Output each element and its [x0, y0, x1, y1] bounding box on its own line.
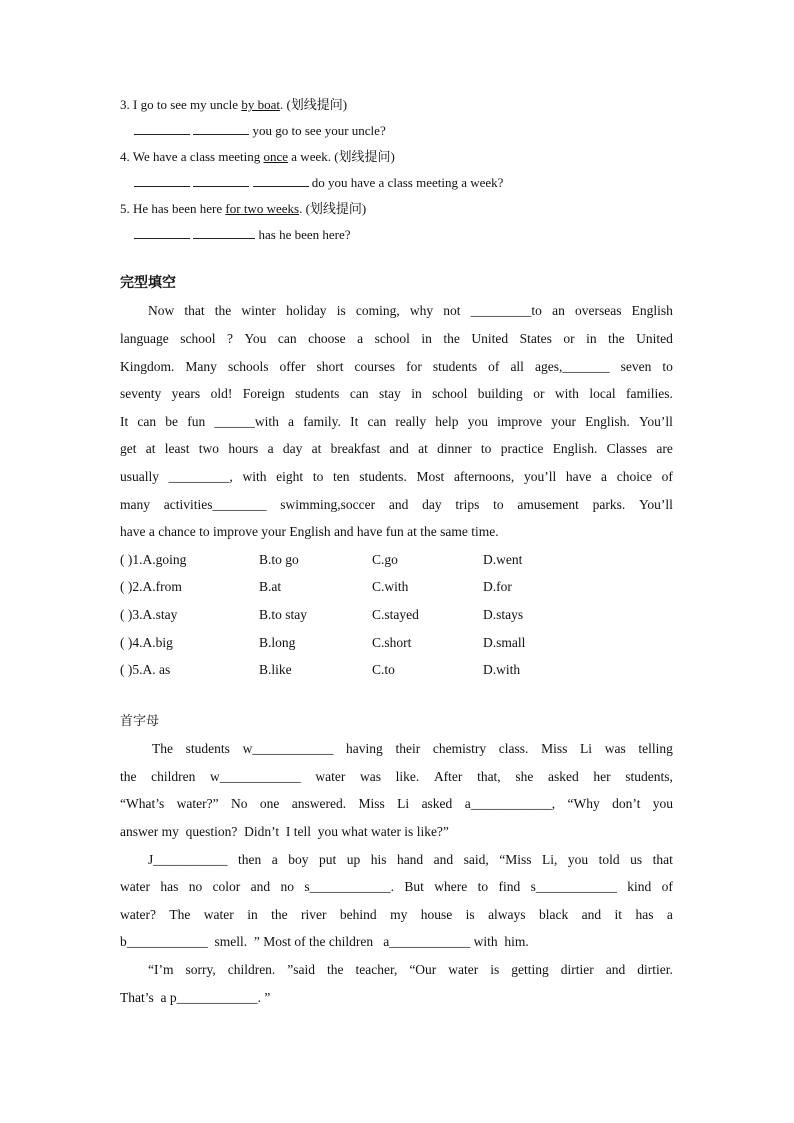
- initials-word: a: [271, 852, 278, 867]
- option-c[interactable]: C.short: [372, 635, 412, 650]
- initials-word: black: [538, 907, 569, 922]
- cloze-word: You: [244, 331, 267, 346]
- initials-word: to: [477, 879, 489, 894]
- initials-word: “Miss: [499, 852, 532, 867]
- initials-word: w____________: [242, 741, 334, 756]
- cloze-word: Kingdom.: [120, 359, 175, 374]
- initials-word: color: [212, 879, 241, 894]
- initials-line: [152, 741, 673, 757]
- initials-line: [120, 824, 449, 840]
- cloze-word: have: [565, 469, 592, 484]
- initials-word: children: [151, 769, 196, 784]
- cloze-word: usually: [120, 469, 159, 484]
- cloze-word: old!: [210, 386, 233, 401]
- initials-word: Miss: [541, 741, 568, 756]
- initials-word: us: [630, 852, 643, 867]
- cloze-word: coming,: [355, 303, 400, 318]
- cloze-line: [120, 331, 673, 347]
- initials-word: Li,: [542, 852, 558, 867]
- cloze-word: your: [551, 414, 576, 429]
- cloze-word: English.: [585, 414, 630, 429]
- option-c[interactable]: C.stayed: [372, 607, 419, 622]
- cloze-word: to: [662, 359, 673, 374]
- initials-word: After: [433, 769, 463, 784]
- cloze-word: dinner: [437, 441, 472, 456]
- cloze-word: help: [435, 414, 459, 429]
- cloze-word: holiday: [286, 303, 327, 318]
- answer-blank[interactable]: [193, 227, 255, 239]
- initials-word: she: [515, 769, 534, 784]
- question-4-text: 4. We have a class meeting: [120, 149, 264, 164]
- cloze-word: choose: [308, 331, 346, 346]
- initials-word: Li: [397, 796, 410, 811]
- option-b[interactable]: B.long: [259, 635, 296, 650]
- cloze-word: _________,: [168, 469, 233, 484]
- cloze-word: practice: [500, 441, 544, 456]
- cloze-word: all: [510, 359, 524, 374]
- cloze-word: afternoons,: [453, 469, 515, 484]
- cloze-word: in: [411, 386, 422, 401]
- question-5-underlined: for two weeks: [225, 201, 300, 216]
- option-d[interactable]: D.with: [483, 662, 521, 677]
- cloze-word: seven: [620, 359, 652, 374]
- initials-word: The: [169, 907, 191, 922]
- cloze-word: students.: [359, 469, 407, 484]
- initials-word: her: [593, 769, 611, 784]
- cloze-word: ?: [226, 331, 233, 346]
- cloze-word: can: [349, 386, 369, 401]
- option-b[interactable]: B.to stay: [259, 607, 308, 622]
- cloze-word: at: [418, 441, 428, 456]
- question-4-underlined: once: [263, 149, 289, 164]
- cloze-word: It: [350, 414, 359, 429]
- cloze-word: least: [164, 441, 190, 456]
- cloze-title: 完型填空: [120, 276, 176, 291]
- initials-word: w____________: [210, 769, 301, 784]
- initials-word: But: [404, 879, 424, 894]
- initials-word: Miss: [358, 796, 385, 811]
- cloze-word: overseas: [574, 303, 622, 318]
- cloze-word: Now: [148, 303, 175, 318]
- initials-word: and: [433, 852, 454, 867]
- question-5: [120, 201, 366, 217]
- initials-word: said,: [463, 852, 489, 867]
- cloze-line: [148, 303, 673, 319]
- initials-word: was: [360, 769, 382, 784]
- cloze-last-line: have a chance to improve your English and have fun at the same time.: [120, 524, 499, 539]
- initials-word: chemistry: [432, 741, 487, 756]
- initials-word: ”said: [287, 962, 316, 977]
- option-row: [120, 635, 620, 651]
- cloze-word: local: [589, 386, 616, 401]
- cloze-word: the: [214, 303, 232, 318]
- cloze-word: English.: [552, 441, 598, 456]
- cloze-word: eight: [276, 469, 304, 484]
- answer-blank[interactable]: [193, 123, 249, 135]
- cloze-line: [120, 497, 673, 513]
- cloze-word: you: [467, 414, 488, 429]
- initials-word: dirtier: [560, 962, 594, 977]
- cloze-word: to: [312, 469, 324, 484]
- cloze-word: ______with: [214, 414, 279, 429]
- answer-4: [134, 175, 503, 191]
- initials-word: you: [652, 796, 673, 811]
- cloze-word: stay: [379, 386, 401, 401]
- answer-5: [134, 227, 351, 243]
- cloze-word: schools: [227, 359, 269, 374]
- initials-word: a____________,: [464, 796, 556, 811]
- initials-word: put: [318, 852, 337, 867]
- answer-blank[interactable]: [193, 175, 249, 187]
- option-row: [120, 552, 620, 568]
- cloze-word: of: [488, 359, 500, 374]
- cloze-word: the: [443, 331, 460, 346]
- initials-word: their: [395, 741, 421, 756]
- initials-word: dirtier.: [637, 962, 673, 977]
- cloze-word: an: [552, 303, 565, 318]
- cloze-word: in: [421, 331, 432, 346]
- cloze-word: be: [165, 414, 179, 429]
- option-b[interactable]: B.to go: [259, 552, 299, 567]
- cloze-word: not: [443, 303, 461, 318]
- option-d[interactable]: D.for: [483, 579, 512, 594]
- answer-blank[interactable]: [134, 175, 190, 187]
- initials-word: don’t: [612, 796, 641, 811]
- cloze-word: amusement: [517, 497, 579, 512]
- initials-word: having: [346, 741, 383, 756]
- initials-word: kind: [627, 879, 652, 894]
- initials-word: telling: [638, 741, 673, 756]
- initials-line: [148, 962, 673, 978]
- cloze-word: family.: [303, 414, 341, 429]
- cloze-word: can: [367, 414, 387, 429]
- cloze-word: parks.: [592, 497, 626, 512]
- cloze-word: Classes: [606, 441, 648, 456]
- cloze-word: school: [180, 331, 216, 346]
- cloze-line: [120, 441, 673, 457]
- initials-word: behind: [339, 907, 377, 922]
- initials-line: [148, 852, 673, 868]
- question-3-text: 3. I go to see my uncle: [120, 97, 242, 112]
- cloze-word: English: [631, 303, 673, 318]
- cloze-word: at: [311, 441, 322, 456]
- cloze-word: for: [406, 359, 422, 374]
- initials-word: that,: [477, 769, 501, 784]
- question-3: [120, 97, 347, 113]
- initials-word: and: [250, 879, 271, 894]
- initials-word: s____________: [530, 879, 617, 894]
- cloze-word: can: [137, 414, 157, 429]
- option-row: [120, 579, 620, 595]
- initials-word: sorry,: [185, 962, 216, 977]
- cloze-word: breakfast: [330, 441, 381, 456]
- initials-word: the: [327, 962, 344, 977]
- initials-word: answered.: [291, 796, 347, 811]
- option-a[interactable]: ( )2.A.from: [120, 579, 182, 594]
- cloze-word: hours: [228, 441, 259, 456]
- cloze-word: trips: [455, 497, 480, 512]
- cloze-word: language: [120, 331, 169, 346]
- cloze-word: really: [395, 414, 427, 429]
- initials-word: children.: [227, 962, 276, 977]
- option-d[interactable]: D.stays: [483, 607, 524, 622]
- cloze-word: can: [277, 331, 297, 346]
- initials-word: is: [490, 962, 500, 977]
- initials-word: where: [434, 879, 468, 894]
- cloze-word: day: [422, 497, 442, 512]
- initials-word: has: [635, 907, 654, 922]
- cloze-line: [120, 359, 673, 375]
- cloze-word: and: [389, 441, 409, 456]
- cloze-line: [120, 469, 673, 485]
- initials-word: and: [605, 962, 626, 977]
- cloze-word: the: [608, 331, 625, 346]
- initials-word: “I’m: [148, 962, 174, 977]
- option-b[interactable]: B.like: [259, 662, 292, 677]
- initials-word: The: [152, 741, 173, 756]
- initials-word: my: [390, 907, 408, 922]
- initials-word: students,: [625, 769, 673, 784]
- cloze-word: Foreign: [242, 386, 285, 401]
- cloze-word: that: [184, 303, 205, 318]
- initials-line: [120, 796, 673, 812]
- option-row: [120, 607, 620, 623]
- initials-title: 首字母: [120, 713, 160, 728]
- initials-word: his: [370, 852, 387, 867]
- initials-word: water: [315, 769, 346, 784]
- question-3-instruction: . (划线提问): [279, 97, 348, 112]
- answer-blank[interactable]: [134, 227, 190, 239]
- initials-word: like.: [395, 769, 420, 784]
- initials-word: boy: [288, 852, 309, 867]
- initials-word: it: [614, 907, 623, 922]
- option-d[interactable]: D.went: [483, 552, 523, 567]
- cloze-word: _________to: [470, 303, 542, 318]
- cloze-word: with: [554, 386, 579, 401]
- cloze-word: why: [409, 303, 434, 318]
- cloze-word: or: [533, 386, 545, 401]
- initials-line: [120, 907, 673, 923]
- initials-word: water: [203, 907, 234, 922]
- initials-word: and: [581, 907, 602, 922]
- initials-word: students: [185, 741, 230, 756]
- question-5-instruction: . (划线提问): [299, 201, 367, 216]
- cloze-word: years: [171, 386, 201, 401]
- option-row: [120, 662, 620, 678]
- question-5-text: 5. He has been here: [120, 201, 226, 216]
- answer-blank[interactable]: [253, 175, 309, 187]
- cloze-word: Many: [185, 359, 217, 374]
- cloze-word: of: [661, 469, 673, 484]
- initials-word: teacher,: [355, 962, 398, 977]
- initials-word: a: [666, 907, 673, 922]
- cloze-word: activities________: [163, 497, 267, 512]
- initials-word: up: [346, 852, 361, 867]
- initials-word: no: [188, 879, 203, 894]
- cloze-word: students: [295, 386, 340, 401]
- initials-word: is: [465, 907, 475, 922]
- initials-word: “What’s: [120, 796, 165, 811]
- answer-4-tail: do you have a class meeting a week?: [308, 175, 504, 190]
- option-c[interactable]: C.go: [372, 552, 398, 567]
- initials-word: s____________.: [304, 879, 395, 894]
- cloze-word: school: [432, 386, 468, 401]
- cloze-word: courses: [354, 359, 396, 374]
- initials-word: No: [230, 796, 248, 811]
- cloze-word: a: [601, 469, 608, 484]
- initials-word: you: [567, 852, 589, 867]
- initials-word: the: [271, 907, 288, 922]
- cloze-word: or: [563, 331, 575, 346]
- cloze-word: ages,_______: [534, 359, 610, 374]
- initials-word: water: [448, 962, 479, 977]
- cloze-word: offer: [279, 359, 306, 374]
- initials-word: asked: [547, 769, 579, 784]
- initials-word: river: [301, 907, 327, 922]
- cloze-word: in: [586, 331, 597, 346]
- option-b[interactable]: B.at: [259, 579, 282, 594]
- cloze-word: a: [288, 414, 295, 429]
- initials-word: class.: [498, 741, 529, 756]
- answer-3-tail: you go to see your uncle?: [249, 123, 386, 138]
- cloze-word: swimming,soccer: [280, 497, 376, 512]
- cloze-word: choice: [616, 469, 652, 484]
- initials-line: [120, 934, 529, 950]
- cloze-word: ten: [333, 469, 350, 484]
- initials-word: find: [498, 879, 521, 894]
- initials-word: that: [652, 852, 673, 867]
- initials-line: [120, 879, 673, 895]
- cloze-word: You’ll: [638, 497, 673, 512]
- cloze-word: a: [357, 331, 364, 346]
- cloze-word: Most: [416, 469, 445, 484]
- cloze-word: families.: [626, 386, 673, 401]
- cloze-word: You’ll: [638, 414, 673, 429]
- option-a[interactable]: ( )5.A. as: [120, 662, 171, 677]
- answer-5-tail: has he been here?: [255, 227, 351, 242]
- cloze-word: a: [267, 441, 274, 456]
- initials-word: was: [604, 741, 626, 756]
- initials-word: hand: [396, 852, 424, 867]
- cloze-word: to: [493, 497, 504, 512]
- initials-word: of: [661, 879, 673, 894]
- initials-word: then: [238, 852, 262, 867]
- cloze-word: day: [282, 441, 303, 456]
- initials-word: always: [488, 907, 526, 922]
- initials-word: b____________ smell. ” Most of the children a____________ with him.: [120, 934, 529, 949]
- cloze-word: United: [471, 331, 509, 346]
- initials-word: water?: [120, 907, 156, 922]
- cloze-word: two: [198, 441, 220, 456]
- initials-word: That’s a p____________. ”: [120, 990, 271, 1005]
- initials-word: water?”: [176, 796, 219, 811]
- initials-word: getting: [511, 962, 549, 977]
- initials-word: no: [280, 879, 295, 894]
- answer-blank[interactable]: [134, 123, 190, 135]
- cloze-word: many: [120, 497, 150, 512]
- cloze-word: is: [336, 303, 346, 318]
- option-a[interactable]: ( )4.A.big: [120, 635, 173, 650]
- cloze-line: [120, 386, 673, 402]
- option-d[interactable]: D.small: [483, 635, 526, 650]
- cloze-word: at: [145, 441, 156, 456]
- initials-word: “Why: [567, 796, 600, 811]
- cloze-word: seventy: [120, 386, 162, 401]
- initials-line: [120, 990, 270, 1006]
- cloze-word: fun: [187, 414, 206, 429]
- cloze-word: get: [120, 441, 137, 456]
- initials-word: one: [259, 796, 280, 811]
- initials-word: in: [247, 907, 258, 922]
- cloze-word: you’ll: [523, 469, 557, 484]
- initials-word: Li: [580, 741, 593, 756]
- option-c[interactable]: C.to: [372, 662, 395, 677]
- cloze-word: with: [242, 469, 267, 484]
- cloze-word: It: [120, 414, 129, 429]
- cloze-word: winter: [241, 303, 276, 318]
- cloze-word: States: [519, 331, 552, 346]
- cloze-word: to: [480, 441, 492, 456]
- initials-word: asked: [421, 796, 453, 811]
- cloze-word: and: [388, 497, 409, 512]
- cloze-word: students: [432, 359, 478, 374]
- initials-word: water: [120, 879, 150, 894]
- cloze-line: [120, 414, 673, 430]
- initials-line: [120, 769, 673, 785]
- option-a[interactable]: ( )3.A.stay: [120, 607, 178, 622]
- question-4-instruction: a week. (划线提问): [288, 149, 395, 164]
- option-a[interactable]: ( )1.A.going: [120, 552, 187, 567]
- option-c[interactable]: C.with: [372, 579, 409, 594]
- answer-3: [134, 123, 386, 139]
- cloze-word: school: [374, 331, 410, 346]
- initials-word: the: [120, 769, 137, 784]
- cloze-word: short: [316, 359, 344, 374]
- question-3-underlined: by boat: [241, 97, 280, 112]
- cloze-word: improve: [497, 414, 543, 429]
- initials-word: house: [420, 907, 453, 922]
- cloze-word: are: [656, 441, 673, 456]
- initials-word: answer my question? Didn’t I tell you what water is like?”: [120, 824, 449, 839]
- initials-word: told: [598, 852, 620, 867]
- cloze-word: building: [477, 386, 523, 401]
- question-4: [120, 149, 395, 165]
- initials-word: J___________: [148, 852, 228, 867]
- initials-word: has: [160, 879, 179, 894]
- initials-word: “Our: [409, 962, 437, 977]
- cloze-word: United: [636, 331, 673, 346]
